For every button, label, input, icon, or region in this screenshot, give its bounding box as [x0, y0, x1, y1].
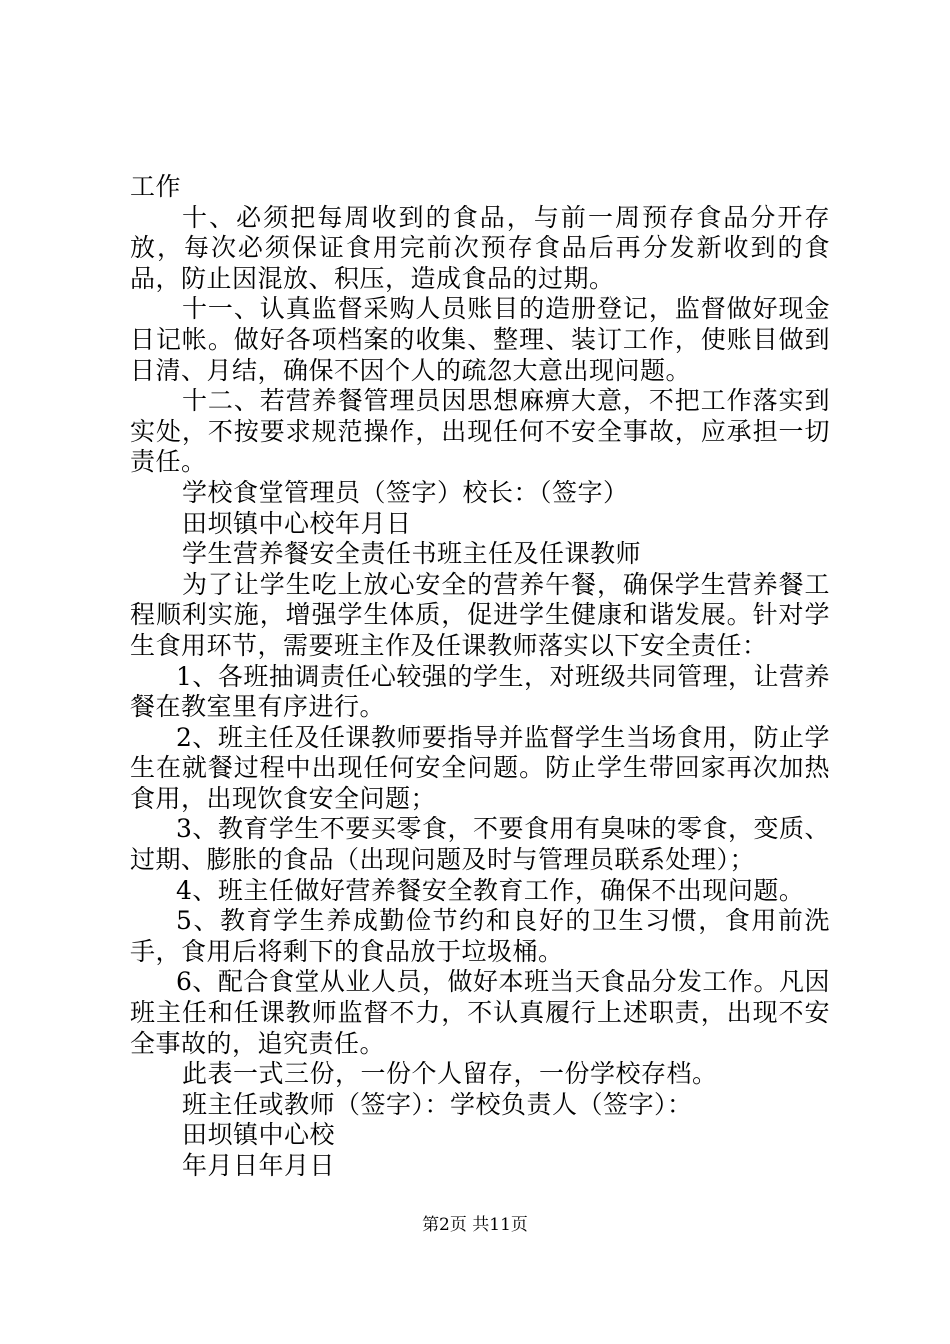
paragraph-rule-4: 4、班主任做好营养餐安全教育工作，确保不出现问题。 — [176, 875, 805, 905]
page-number: 第2页 共11页 — [422, 1215, 528, 1235]
paragraph-intro: 为了让学生吃上放心安全的营养午餐，确保学生营养餐工程顺利实施，增强学生体质，促进学生健康和谐发展。针对学生食用环节，需要班主作及任课教师落实以下安全责任： — [130, 569, 830, 660]
paragraph-item-10: 十、必须把每周收到的食品，与前一周预存食品分开存放，每次必须保证食用完前次预存食品后再分发新收到的食品，防止因混放、积压，造成食品的过期。 — [130, 202, 830, 293]
school-date-line: 田坝镇中心校年月日 — [182, 508, 412, 538]
paragraph-rule-2: 2、班主任及任课教师要指导并监督学生当场食用，防止学生在就餐过程中出现任何安全问题。防止学生带回家再次加热食用，出现饮食安全问题； — [130, 722, 830, 813]
signature-line-teacher: 班主任或教师（签字）：学校负责人（签字）： — [182, 1089, 693, 1119]
copies-note: 此表一式三份，一份个人留存，一份学校存档。 — [182, 1059, 718, 1089]
school-name-line: 田坝镇中心校 — [182, 1120, 336, 1150]
paragraph-rule-3: 3、教育学生不要买零食，不要食用有臭味的零食，变质、过期、膨胀的食品（出现问题及时与管理员联系处理）； — [130, 814, 830, 875]
signature-line-canteen: 学校食堂管理员（签字）校长：（签字） — [182, 477, 629, 507]
date-line: 年月日年月日 — [182, 1151, 336, 1180]
paragraph-rule-1: 1、各班抽调责任心较强的学生，对班级共同管理，让营养餐在教室里有序进行。 — [130, 661, 830, 722]
paragraph-rule-6: 6、配合食堂从业人员，做好本班当天食品分发工作。凡因班主任和任课教师监督不力，不认真履行上述职责，出现不安全事故的，追究责任。 — [130, 967, 830, 1058]
document-body — [130, 172, 830, 1182]
paragraph-continuation: 工作 — [130, 172, 182, 201]
paragraph-item-11: 十一、认真监督采购人员账目的造册登记，监督做好现金日记帐。做好各项档案的收集、整理、装订工作，使账目做到日清、月结，确保不因个人的疏忽大意出现问题。 — [130, 294, 830, 385]
page-footer — [0, 1214, 950, 1236]
section-title: 学生营养餐安全责任书班主任及任课教师 — [182, 539, 642, 569]
paragraph-rule-5: 5、教育学生养成勤俭节约和良好的卫生习惯，食用前洗手，食用后将剩下的食品放于垃圾桶。 — [130, 906, 830, 966]
paragraph-item-12: 十二、若营养餐管理员因思想麻痹大意，不把工作落实到实处，不按要求规范操作，出现任何不安全事故，应承担一切责任。 — [130, 386, 830, 477]
